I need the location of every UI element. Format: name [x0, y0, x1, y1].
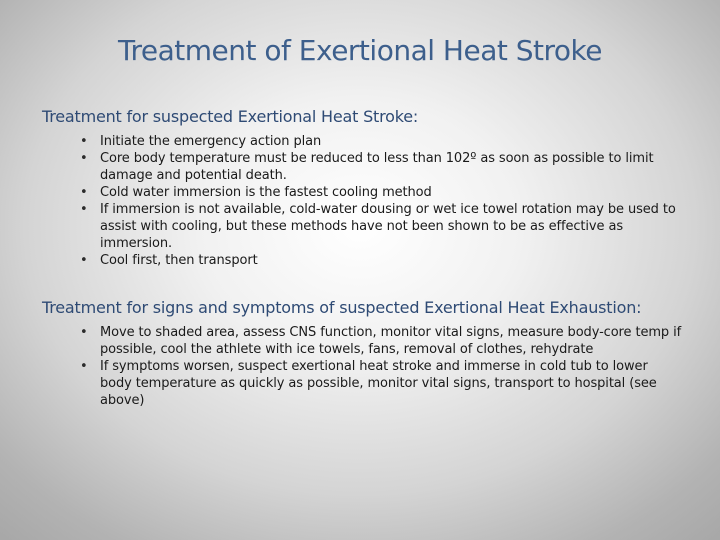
list-item [42, 358, 682, 409]
bullet-icon: • [80, 325, 88, 340]
list-item-text: If symptoms worsen, suspect exertional heat stroke and immerse in cold tub to lower body temperature as quickly as possible, monitor vital signs, transport to hospital (see above) [100, 359, 657, 408]
section-heading: Treatment for signs and symptoms of suspected Exertional Heat Exhaustion: [42, 298, 642, 317]
list-item-text: Cold water immersion is the fastest cooling method [100, 185, 432, 200]
list-item [42, 150, 682, 184]
list-item-text: Move to shaded area, assess CNS function, monitor vital signs, measure body-core temp if possible, cool the athlete with ice towels, fans, removal of clothes, rehydrate [100, 325, 682, 357]
list-item-text: Cool first, then transport [100, 253, 258, 268]
section-heat-stroke [42, 107, 682, 269]
bullet-icon: • [80, 185, 88, 200]
section-heading: Treatment for suspected Exertional Heat Stroke: [42, 107, 419, 126]
bullet-list [42, 133, 682, 269]
list-item-text: If immersion is not available, cold-water dousing or wet ice towel rotation may be used to assist with cooling, but these methods have not been shown to be as effective as immersion. [100, 202, 676, 251]
slide-title: Treatment of Exertional Heat Stroke [118, 34, 602, 67]
list-item [42, 201, 682, 252]
bullet-icon: • [80, 253, 88, 268]
list-item [42, 133, 682, 150]
list-item-text: Core body temperature must be reduced to less than 102º as soon as possible to limit damage and potential death. [100, 151, 654, 183]
bullet-icon: • [80, 202, 88, 217]
bullet-icon: • [80, 134, 88, 149]
bullet-list [42, 324, 682, 409]
list-item [42, 324, 682, 358]
list-item [42, 252, 682, 269]
list-item [42, 184, 682, 201]
bullet-icon: • [80, 151, 88, 166]
list-item-text: Initiate the emergency action plan [100, 134, 322, 149]
bullet-icon: • [80, 359, 88, 374]
section-heat-exhaustion [42, 298, 682, 409]
